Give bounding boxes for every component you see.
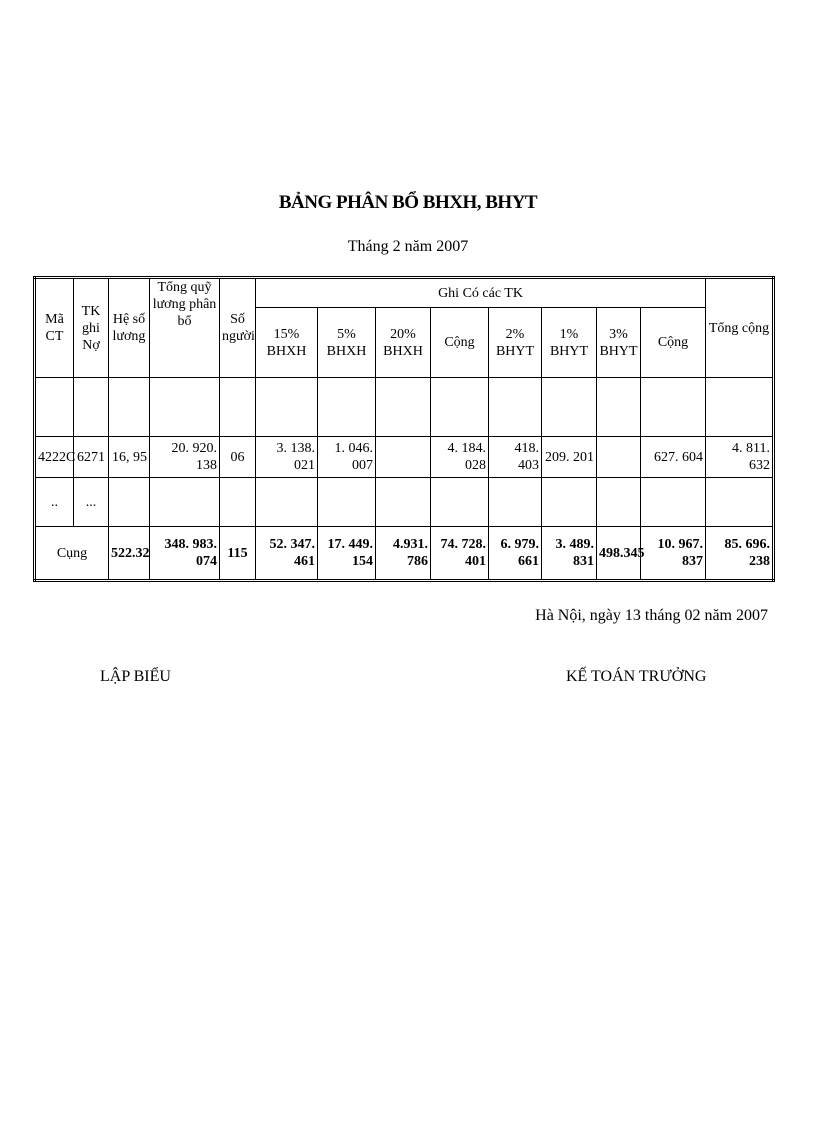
header-he-so-luong: Hệ số lương [109,278,150,378]
cell-cong-bhyt: 627. 604 [641,437,706,478]
header-bhxh-15: 15% BHXH [256,308,318,378]
total-bhyt-1: 3. 489. 831 [542,527,597,581]
cell-so-nguoi: 06 [220,437,256,478]
cell-dots-tk: ... [74,478,109,527]
cell-tong-quy-luong: 20. 920. 138 [150,437,220,478]
document-subtitle: Tháng 2 năm 2007 [347,238,469,255]
total-so-nguoi: 115 [220,527,256,581]
cell-he-so-luong: 16, 95 [109,437,150,478]
cell-bhxh-20 [376,437,431,478]
header-bhyt-1: 1% BHYT [542,308,597,378]
document-title: BẢNG PHÂN BỔ BHXH, BHYT [278,192,538,213]
header-tong-quy-luong: Tổng quỹ lương phân bổ [150,278,220,378]
allocation-table-wrapper [33,276,772,582]
signature-chief-accountant: KẾ TOÁN TRƯỞNG [566,668,707,685]
total-cong-bhyt: 10. 967. 837 [641,527,706,581]
cell-bhyt-3 [597,437,641,478]
cell-bhyt-2: 418. 403 [489,437,542,478]
total-cong-bhxh: 74. 728. 401 [431,527,489,581]
table-row-ellipsis [35,478,774,527]
header-ma-ct: Mã CT [35,278,74,378]
cell-cong-bhxh: 4. 184. 028 [431,437,489,478]
header-bhxh-5: 5% BHXH [318,308,376,378]
total-tong-cong: 85. 696. 238 [706,527,774,581]
header-so-nguoi: Số người [220,278,256,378]
table-row-total [35,527,774,581]
total-bhxh-5: 17. 449. 154 [318,527,376,581]
total-bhxh-20: 4.931. 786 [376,527,431,581]
total-bhyt-3: 498.345 [597,527,641,581]
header-bhyt-3: 3% BHYT [597,308,641,378]
allocation-table [33,276,775,582]
cell-dots-ma-ct: .. [35,478,74,527]
header-tk-ghi-no: TK ghi Nợ [74,278,109,378]
cell-bhyt-1: 209. 201 [542,437,597,478]
total-bhyt-2: 6. 979. 661 [489,527,542,581]
header-cong-bhxh: Cộng [431,308,489,378]
table-row [35,437,774,478]
header-ghi-co: Ghi Có các TK [256,278,706,308]
cell-ma-ct: 4222C [35,437,74,478]
cell-bhxh-15: 3. 138. 021 [256,437,318,478]
total-tong-quy-luong: 348. 983. 074 [150,527,220,581]
total-he-so-luong: 522.32 [109,527,150,581]
signature-prepared-by: LẬP BIỂU [100,668,171,685]
header-cong-bhyt: Cộng [641,308,706,378]
cell-tong-cong: 4. 811. 632 [706,437,774,478]
total-bhxh-15: 52. 347. 461 [256,527,318,581]
header-row-1 [35,278,774,308]
header-bhyt-2: 2% BHYT [489,308,542,378]
header-tong-cong: Tổng cộng [706,278,774,378]
table-row-empty [35,378,774,437]
cell-tk-ghi-no: 6271 [74,437,109,478]
header-bhxh-20: 20% BHXH [376,308,431,378]
date-line: Hà Nội, ngày 13 tháng 02 năm 2007 [535,607,768,624]
cell-bhxh-5: 1. 046. 007 [318,437,376,478]
total-label: Cụng [35,527,109,581]
